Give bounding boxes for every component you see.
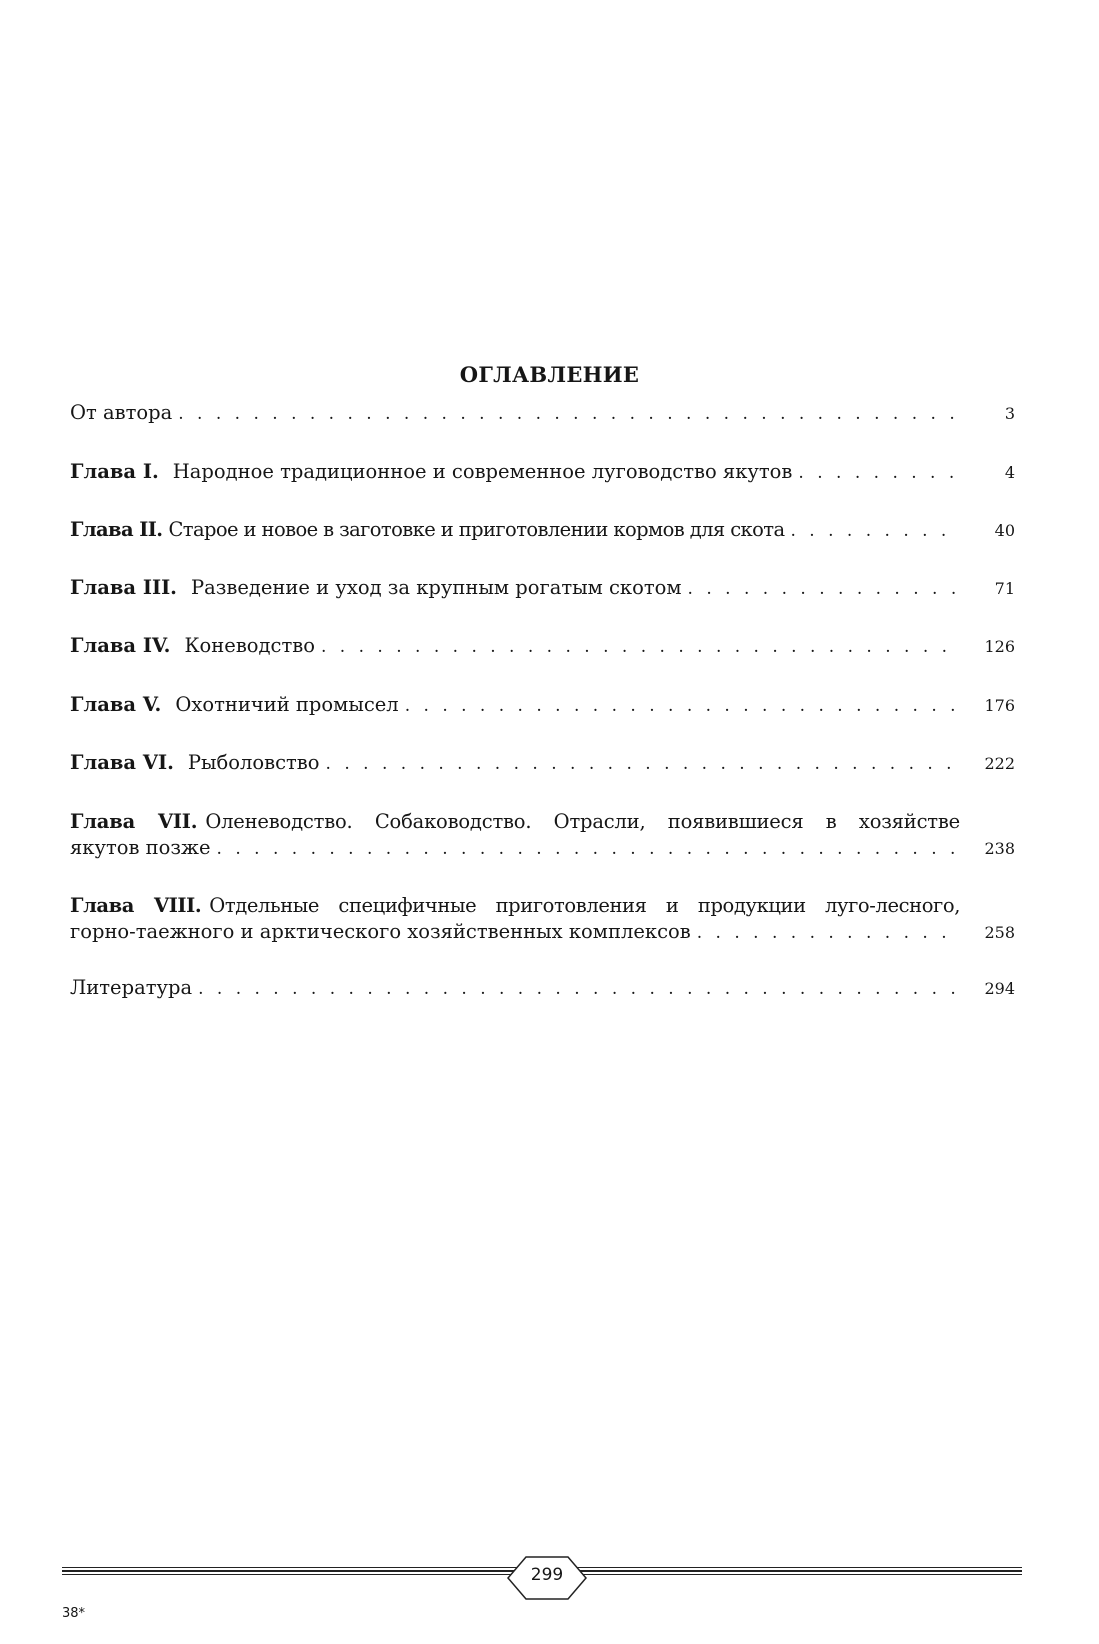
- toc-entry-literature[interactable]: [70, 975, 1015, 1002]
- toc-entry-text: Рыболовство: [187, 751, 320, 774]
- page-number: 299: [530, 1565, 564, 1585]
- chapter-label: Глава VI.: [70, 751, 174, 774]
- dot-leader: [198, 976, 960, 1002]
- toc-entry-chapter-7[interactable]: [70, 809, 1015, 862]
- toc-entry-page: 294: [984, 979, 1015, 998]
- toc-entry-chapter-2[interactable]: [70, 517, 1015, 544]
- toc-entry-text: От автора: [70, 401, 173, 424]
- page-title: ОГЛАВЛЕНИЕ: [459, 362, 640, 387]
- toc-entry-text: Народное традиционное и современное луговодство якутов: [172, 460, 793, 483]
- toc-entry-text: Старое и новое в заготовке и приготовлении кормов для скота: [168, 518, 785, 541]
- chapter-label: Глава V.: [70, 693, 162, 716]
- toc-entry-chapter-3[interactable]: [70, 575, 1015, 602]
- toc-entry-text-continued: якутов позже: [70, 836, 211, 859]
- toc-entry-author[interactable]: [70, 400, 1015, 427]
- toc-entry-page: 40: [994, 521, 1015, 540]
- toc-entry-text: Разведение и уход за крупным рогатым скотом: [190, 576, 682, 599]
- toc-entry-text-continued: горно-таежного и арктического хозяйственных комплексов: [70, 920, 691, 943]
- toc-entry-page: 4: [1004, 463, 1015, 482]
- dot-leader: [178, 401, 960, 427]
- toc-entry-page: 3: [1004, 404, 1015, 423]
- toc-entry-chapter-5[interactable]: [70, 692, 1015, 719]
- chapter-label: Глава IV.: [70, 634, 171, 657]
- dot-leader: [697, 920, 960, 946]
- toc-entry-text: Оленеводство. Собаководство. Отрасли, появившиеся в хозяйстве: [205, 810, 960, 833]
- toc-entry-text: Коневодство: [184, 634, 315, 657]
- toc-entry-page: 238: [984, 839, 1015, 858]
- toc-entry-chapter-8[interactable]: [70, 893, 1015, 946]
- signature-mark: 38*: [62, 1606, 86, 1621]
- dot-leader: [798, 460, 960, 486]
- dot-leader: [688, 576, 960, 602]
- toc-entry-page: 176: [984, 696, 1015, 715]
- toc-entry-chapter-6[interactable]: [70, 750, 1015, 777]
- chapter-label: Глава VII.: [70, 810, 198, 833]
- page-number-badge: [506, 1555, 588, 1601]
- dot-leader: [321, 634, 960, 660]
- chapter-label: Глава II.: [70, 518, 163, 541]
- toc-entry-text: Литература: [70, 976, 193, 999]
- chapter-label: Глава VIII.: [70, 894, 202, 917]
- dot-leader: [217, 836, 960, 862]
- toc-entry-text: Охотничий промысел: [175, 693, 399, 716]
- dot-leader: [790, 518, 960, 544]
- toc-entry-text: Отдельные специфичные приготовления и продукции луго-лесного,: [209, 894, 960, 917]
- toc-entry-chapter-4[interactable]: [70, 633, 1015, 660]
- dot-leader: [326, 751, 960, 777]
- chapter-label: Глава I.: [70, 460, 159, 483]
- toc-entry-page: 222: [984, 754, 1015, 773]
- toc-entry-page: 258: [984, 923, 1015, 942]
- toc-entry-chapter-1[interactable]: [70, 459, 1015, 486]
- dot-leader: [405, 693, 960, 719]
- chapter-label: Глава III.: [70, 576, 177, 599]
- toc-entry-page: 126: [984, 637, 1015, 656]
- toc-entry-page: 71: [994, 579, 1015, 598]
